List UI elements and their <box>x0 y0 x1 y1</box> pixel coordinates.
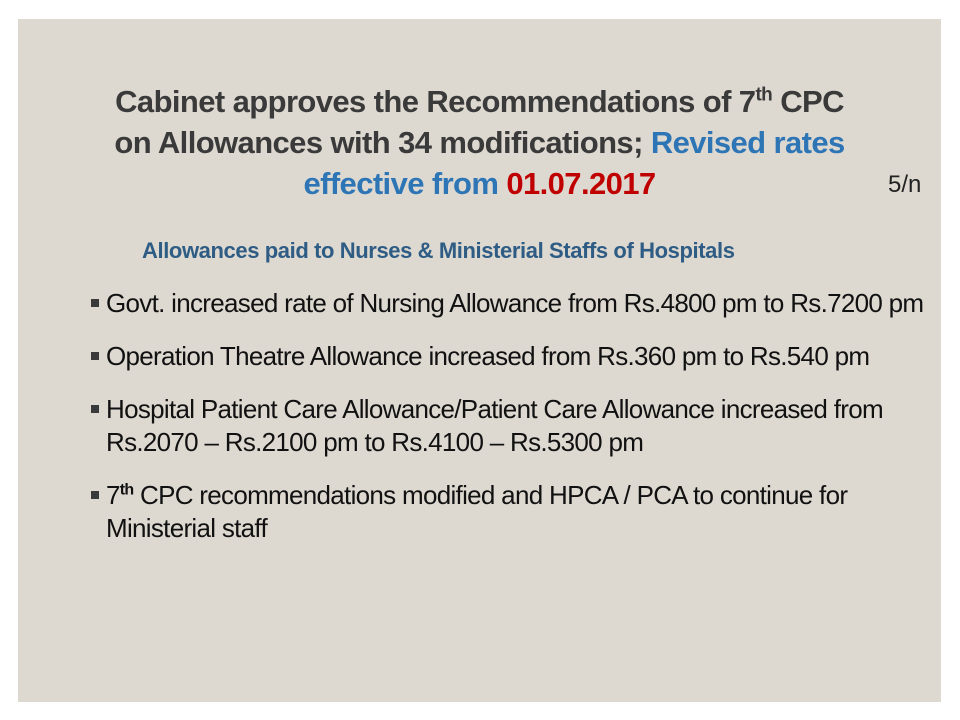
bullet-item <box>90 287 930 320</box>
bullet-item <box>90 340 930 373</box>
title-line3-blue: effective from <box>303 166 507 201</box>
slide-number: 5/n <box>888 171 922 198</box>
square-bullet-icon <box>91 491 99 499</box>
title-date: 01.07.2017 <box>506 166 656 201</box>
bullet-item <box>90 393 930 459</box>
bullet-sup: th <box>119 481 134 499</box>
slide <box>18 19 941 702</box>
square-bullet-icon <box>91 405 99 413</box>
bullet-text: CPC recommendations modified and HPCA / PCA to continue for Ministerial staff <box>106 480 848 543</box>
square-bullet-icon <box>91 352 99 360</box>
bullet-pre: 7 <box>106 480 120 510</box>
section-subtitle: Allowances paid to Nurses & Ministerial Staffs of Hospitals <box>142 238 735 263</box>
bullet-text: Operation Theatre Allowance increased from Rs.360 pm to Rs.540 pm <box>106 341 870 371</box>
slide-title <box>18 81 941 204</box>
bullet-text: Govt. increased rate of Nursing Allowance from Rs.4800 pm to Rs.7200 pm <box>106 288 924 318</box>
title-line1-post: CPC <box>772 84 844 119</box>
bullet-list <box>90 287 930 565</box>
title-line1-sup: th <box>755 84 773 106</box>
square-bullet-icon <box>91 299 99 307</box>
title-line2-text: on Allowances with 34 modifications; <box>114 125 651 160</box>
title-line2-blue: Revised rates <box>650 125 845 160</box>
bullet-text: Hospital Patient Care Allowance/Patient Care Allowance increased from Rs.2070 – Rs.2100 pm to Rs.4100 – Rs.5300 pm <box>106 394 883 457</box>
bullet-item <box>90 479 930 545</box>
title-line1-pre: Cabinet approves the Recommendations of 7 <box>115 84 756 119</box>
